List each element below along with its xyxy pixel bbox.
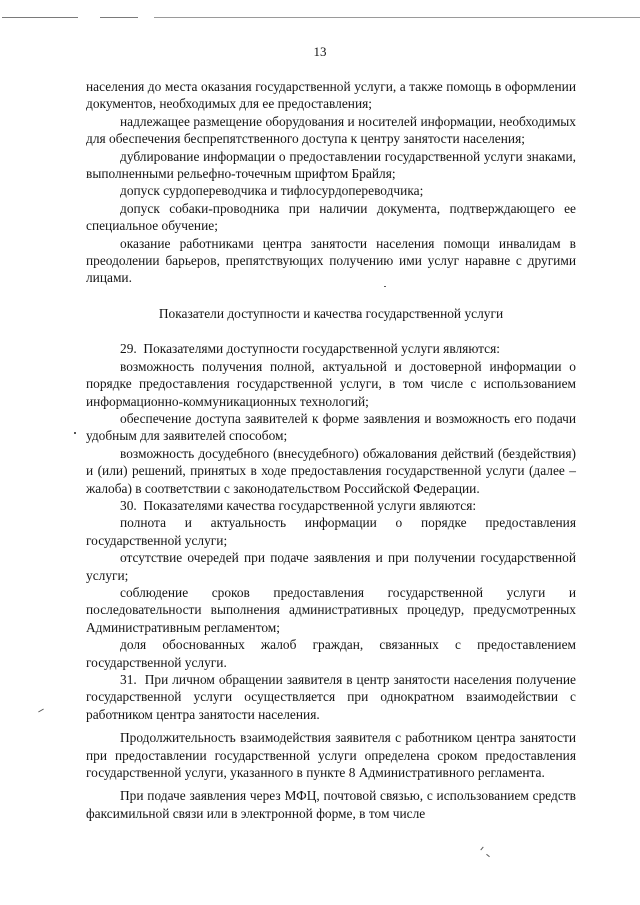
- scan-artifact-line: [2, 17, 78, 18]
- bottom-paragraph: полнота и актуальность информации о порядке предоставления государственной услуги;: [86, 515, 576, 548]
- bottom-paragraph: отсутствие очередей при подаче заявления и при получении государственной услуги;: [86, 550, 576, 583]
- top-paragraph: допуск сурдопереводчика и тифлосурдопереводчика;: [120, 183, 424, 199]
- bottom-paragraph: При подаче заявления через МФЦ, почтовой связью, с использованием средств факсимильной связи или в электронной форме, в том числе: [86, 788, 576, 821]
- top-paragraph: оказание работниками центра занятости населения помощи инвалидам в преодолении барьеров, препятствующих получению ими услуг наравне с другими лицами.: [86, 235, 576, 286]
- bottom-paragraph: возможность получения полной, актуальной и достоверной информации о порядке предоставления государственной услуги, в том числе с использованием информационно-коммуникационных технологий;: [86, 358, 576, 409]
- paragraph-group-bottom: [86, 340, 576, 822]
- margin-mark: [384, 286, 386, 287]
- margin-mark: [486, 854, 490, 857]
- page-number: 13: [313, 44, 327, 59]
- bottom-paragraph: обеспечение доступа заявителей к форме заявления и возможность его подачи удобным для заявителей способом;: [86, 410, 576, 444]
- top-paragraph: населения до места оказания государственной услуги, а также помощь в оформлении документов, необходимых для ее предоставления;: [86, 79, 576, 112]
- bottom-paragraph: Продолжительность взаимодействия заявителя с работником центра занятости при предоставлении государственной услуги определена сроком предоставления государственной услуги, указанного в пункте 8 Административного регламента.: [86, 730, 576, 781]
- top-paragraph: допуск собаки-проводника при наличии документа, подтверждающего ее специальное обучение;: [86, 200, 576, 234]
- bottom-paragraph: 30. Показателями качества государственной услуги являются:: [120, 497, 477, 513]
- top-paragraph: дублирование информации о предоставлении государственной услуги знаками, выполненными рельефно-точечным шрифтом Брайля;: [86, 148, 576, 182]
- paragraph-group-top: [86, 78, 576, 287]
- bottom-paragraph: доля обоснованных жалоб граждан, связанных с предоставлением государственной услуги.: [86, 637, 576, 670]
- margin-mark: [38, 709, 44, 713]
- bottom-paragraph: соблюдение сроков предоставления государственной услуги и последовательности выполнения административных процедур, предусмотренных Административным регламентом;: [86, 584, 576, 635]
- margin-mark: [74, 432, 76, 434]
- margin-mark: [480, 847, 483, 851]
- bottom-paragraph: возможность досудебного (внесудебного) обжалования действий (бездействия) и (или) решений, принятых в ходе предоставления государственной услуги (далее – жалоба) в соответствии с законодательством Российской Федерации.: [86, 445, 576, 496]
- scan-artifact-line: [100, 17, 138, 18]
- section-heading: Показатели доступности и качества государственной услуги: [158, 305, 504, 321]
- bottom-paragraph: 29. Показателями доступности государственной услуги являются:: [120, 341, 500, 357]
- document-body: [86, 78, 576, 822]
- scan-artifact-line: [154, 17, 640, 18]
- bottom-paragraph: 31. При личном обращении заявителя в центр занятости населения получение государственной услуги осуществляется при однократном взаимодействии с работником центра занятости населения.: [86, 672, 576, 722]
- top-paragraph: надлежащее размещение оборудования и носителей информации, необходимых для обеспечения беспрепятственного доступа к центру занятости населения;: [86, 113, 576, 147]
